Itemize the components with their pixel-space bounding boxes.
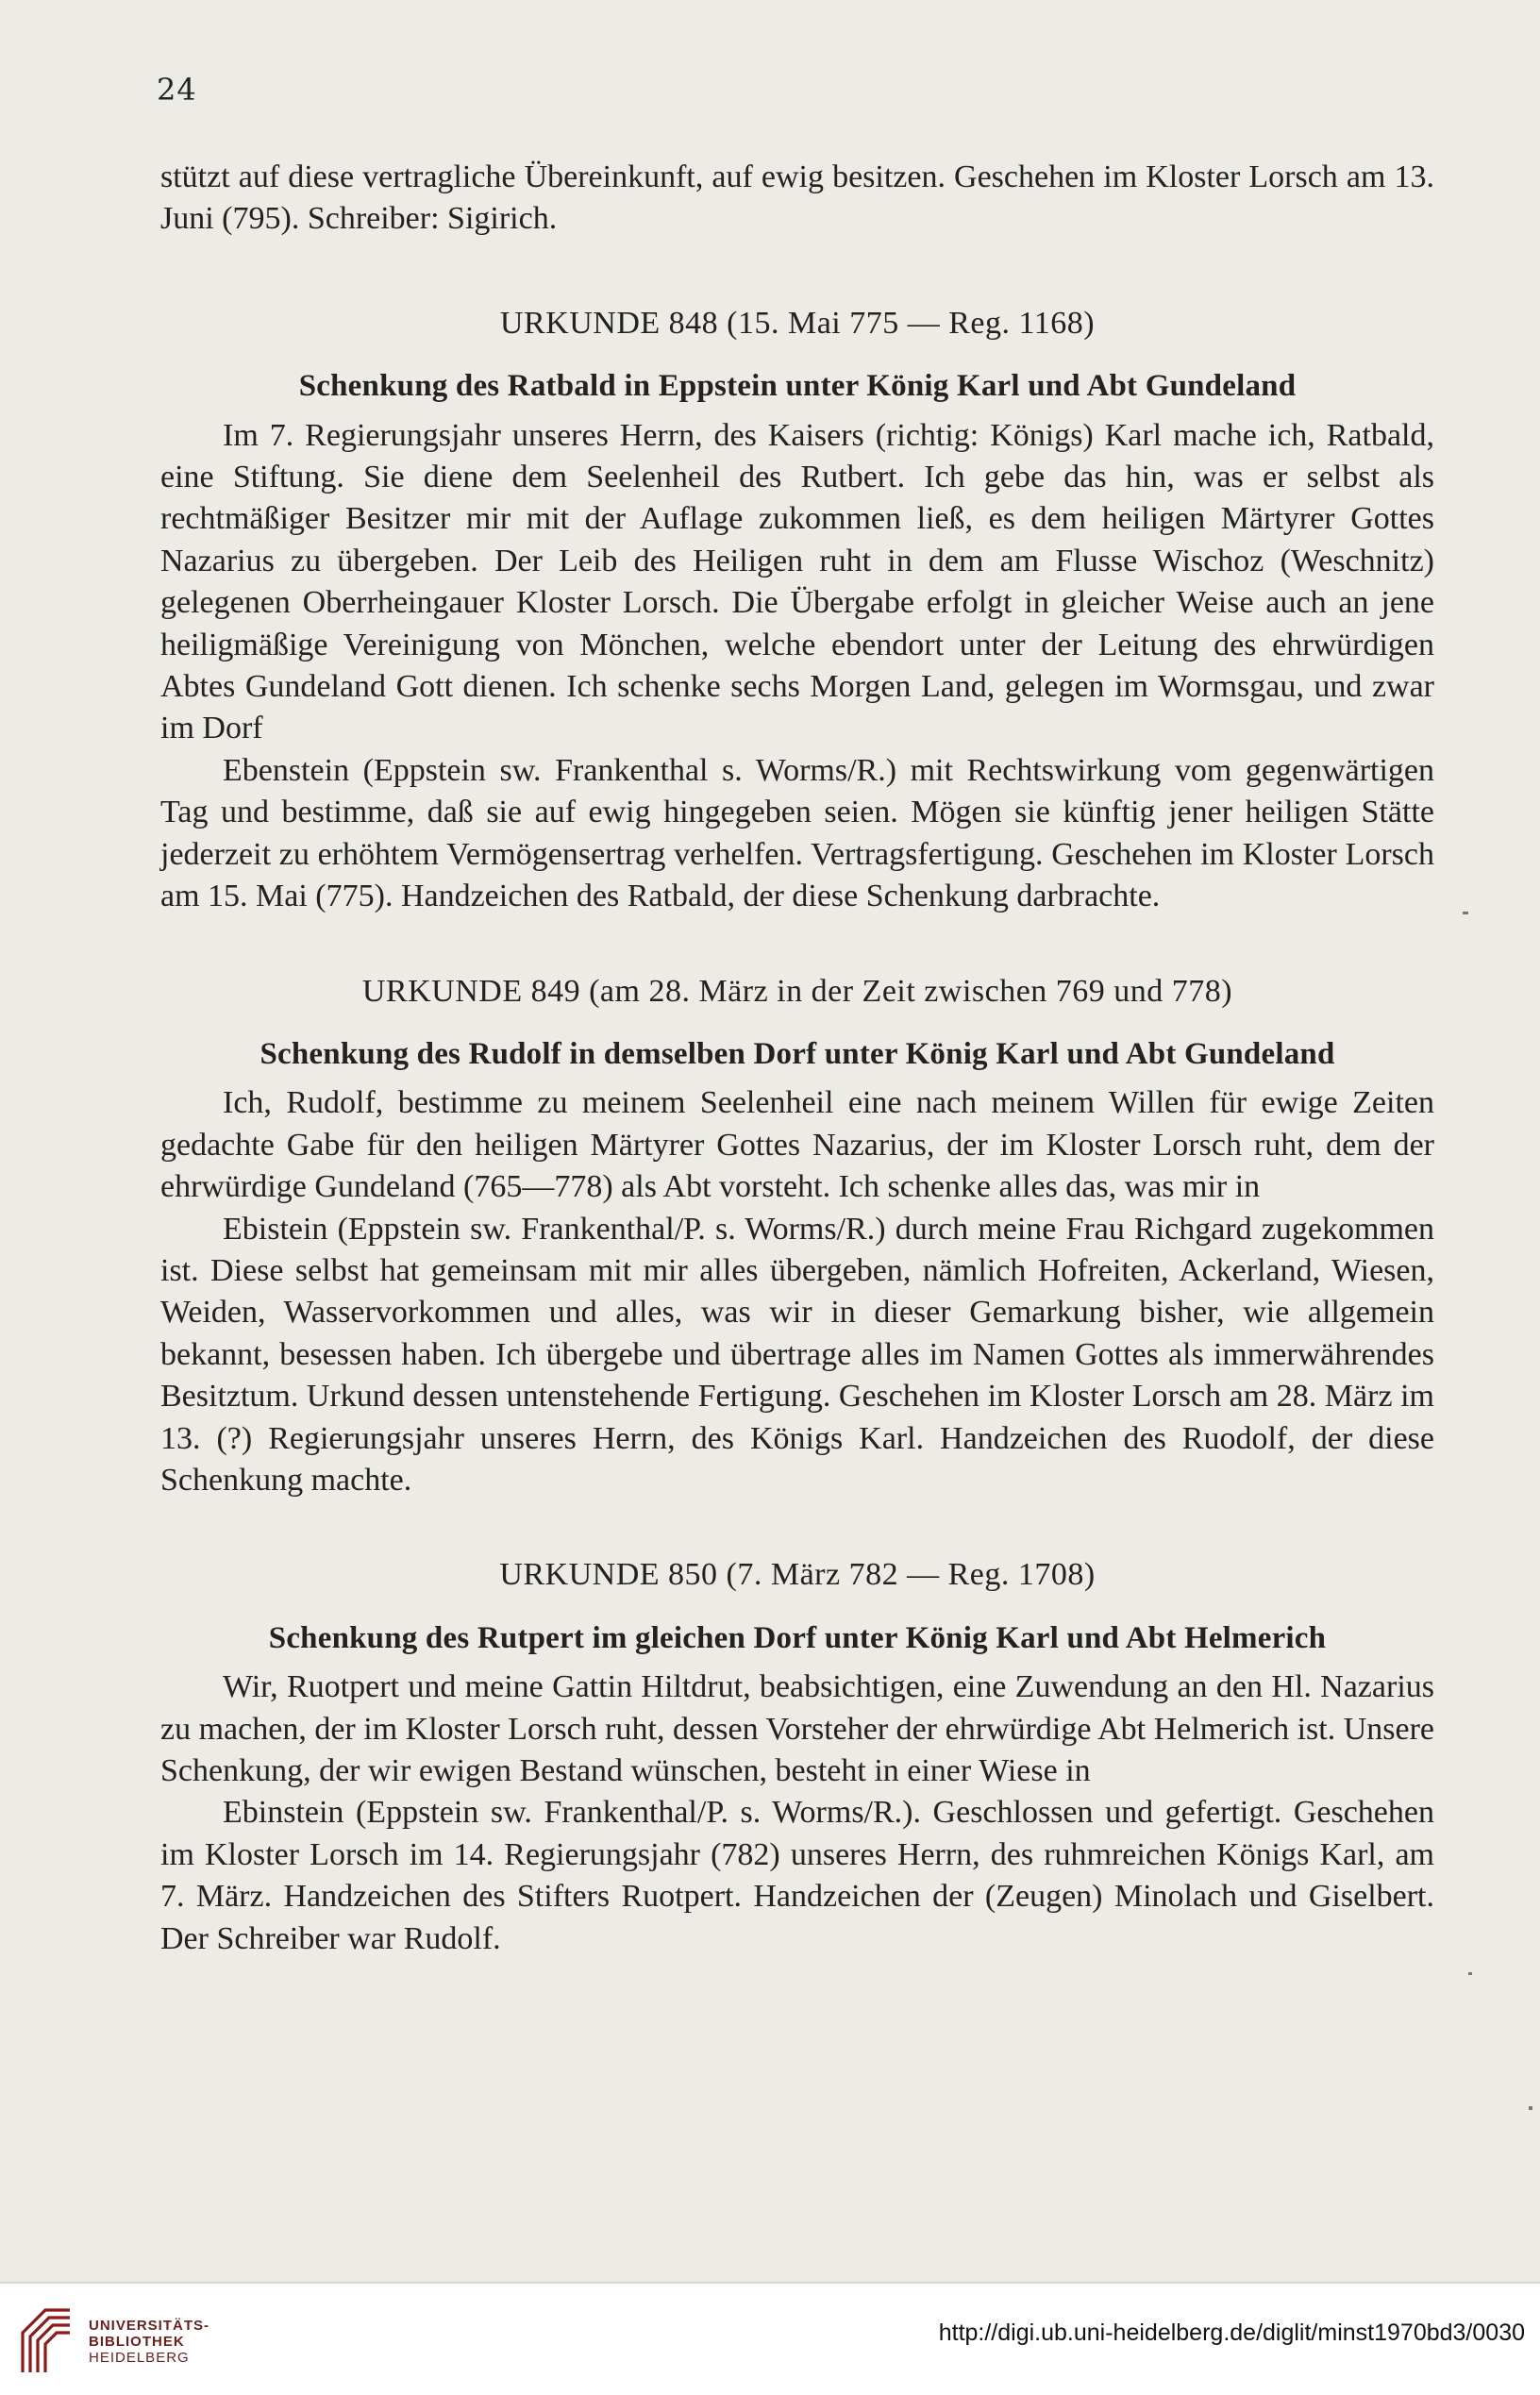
document-subheading-850: Schenkung des Rutpert im gleichen Dorf unter König Karl und Abt Helmerich bbox=[268, 1620, 1327, 1655]
page-number: 24 bbox=[157, 72, 197, 108]
document-subheading-848: Schenkung des Ratbald in Eppstein unter König Karl und Abt Gundeland bbox=[298, 369, 1297, 404]
library-name-line: HEIDELBERG bbox=[89, 2350, 190, 2366]
opening-paragraph: stützt auf diese vertragliche Übereinkunft, auf ewig besitzen. Geschehen im Kloster Lorsch am 13. Juni (795). Schreiber: Sigirich. bbox=[160, 159, 1434, 237]
library-footer bbox=[0, 2282, 1540, 2395]
document-heading-848: URKUNDE 848 (15. Mai 775 — Reg. 1168) bbox=[499, 305, 1096, 341]
scan-speck bbox=[1463, 912, 1468, 914]
document-text bbox=[160, 157, 1434, 1960]
scan-speck bbox=[1529, 2106, 1532, 2110]
document-heading-850: URKUNDE 850 (7. März 782 — Reg. 1708) bbox=[499, 1557, 1096, 1593]
library-name-line: UNIVERSITÄTS- bbox=[89, 2318, 210, 2334]
paragraph: Ebistein (Eppstein sw. Frankenthal/P. s. Worms/R.) durch meine Frau Richgard zugekommen ist. Diese selbst hat gemeinsam mit mir alles übergeben, nämlich Hofreiten, Ackerland, Wiesen, Weiden, Wasservorkommen und alles, was wir in dieser Gemarkung bisher, wie allgemein bekannt, besessen haben. Ich übergebe und übertrage alles im Namen Gottes als immerwährendes Besitztum. Urkund dessen untenstehende Fertigung. Geschehen im Kloster Lorsch am 28. März im 13. (?) Regierungsjahr unseres Herrn, des Königs Karl. Handzeichen des Ruodolf, der diese Schenkung machte. bbox=[160, 1211, 1434, 1498]
paragraph: Im 7. Regierungsjahr unseres Herrn, des Kaisers (richtig: Königs) Karl mache ich, Ratbald, eine Stiftung. Sie diene dem Seelenheil des Rutbert. Ich gebe das hin, was er selbst als rechtmäßiger Besitzer mir mit der Auflage zukommen ließ, es dem heiligen Märtyrer Gottes Nazarius zu übergeben. Der Leib des Heiligen ruht in dem am Flusse Wischoz (Weschnitz) gelegenen Oberrheingauer Kloster Lorsch. Die Übergabe erfolgt in gleicher Weise auch an jene heiligmäßige Vereinigung von Mönchen, welche ebendort unter der Leitung des ehrwürdigen Abtes Gundeland Gott dienen. Ich schenke sechs Morgen Land, gelegen im Wormsgau, und zwar im Dorf bbox=[160, 417, 1434, 746]
library-name-line: BIBLIOTHEK bbox=[89, 2334, 185, 2350]
source-url-link[interactable]: http://digi.ub.uni-heidelberg.de/diglit/minst1970bd3/0030 bbox=[938, 2320, 1525, 2346]
ub-heidelberg-logo-icon bbox=[17, 2304, 75, 2376]
paragraph: Ich, Rudolf, bestimme zu meinem Seelenheil eine nach meinem Willen für ewige Zeiten gedachte Gabe für den heiligen Märtyrer Gottes Nazarius, der im Kloster Lorsch ruht, dem der ehrwürdige Gundeland (765—778) als Abt vorsteht. Ich schenke alles das, was mir in bbox=[160, 1085, 1434, 1205]
paragraph: Ebinstein (Eppstein sw. Frankenthal/P. s. Worms/R.). Geschlossen und gefertigt. Geschehen im Kloster Lorsch im 14. Regierungsjahr (782) unseres Herrn, des ruhmreichen Königs Karl, am 7. März. Handzeichen des Stifters Ruotpert. Handzeichen der (Zeugen) Minolach und Giselbert. Der Schreiber war Rudolf. bbox=[160, 1795, 1434, 1956]
paragraph: Wir, Ruotpert und meine Gattin Hiltdrut, beabsichtigen, eine Zuwendung an den Hl. Nazarius zu machen, der im Kloster Lorsch ruht, dessen Vorsteher der ehrwürdige Abt Helmerich ist. Unsere Schenkung, der wir ewigen Bestand wünschen, besteht in einer Wiese in bbox=[160, 1669, 1434, 1788]
scan-speck bbox=[1468, 1972, 1472, 1975]
document-heading-849: URKUNDE 849 (am 28. März in der Zeit zwischen 769 und 778) bbox=[361, 973, 1233, 1009]
library-name bbox=[89, 2318, 209, 2366]
paragraph: Ebenstein (Eppstein sw. Frankenthal s. Worms/R.) mit Rechtswirkung vom gegenwärtigen Tag und bestimme, daß sie auf ewig hingegeben seien. Mögen sie künftig jener heiligen Stätte jederzeit zu erhöhtem Vermögensertrag verhelfen. Vertragsfertigung. Geschehen im Kloster Lorsch am 15. Mai (775). Handzeichen des Ratbald, der diese Schenkung darbrachte. bbox=[160, 752, 1434, 914]
document-subheading-849: Schenkung des Rudolf in demselben Dorf unter König Karl und Abt Gundeland bbox=[259, 1036, 1335, 1071]
